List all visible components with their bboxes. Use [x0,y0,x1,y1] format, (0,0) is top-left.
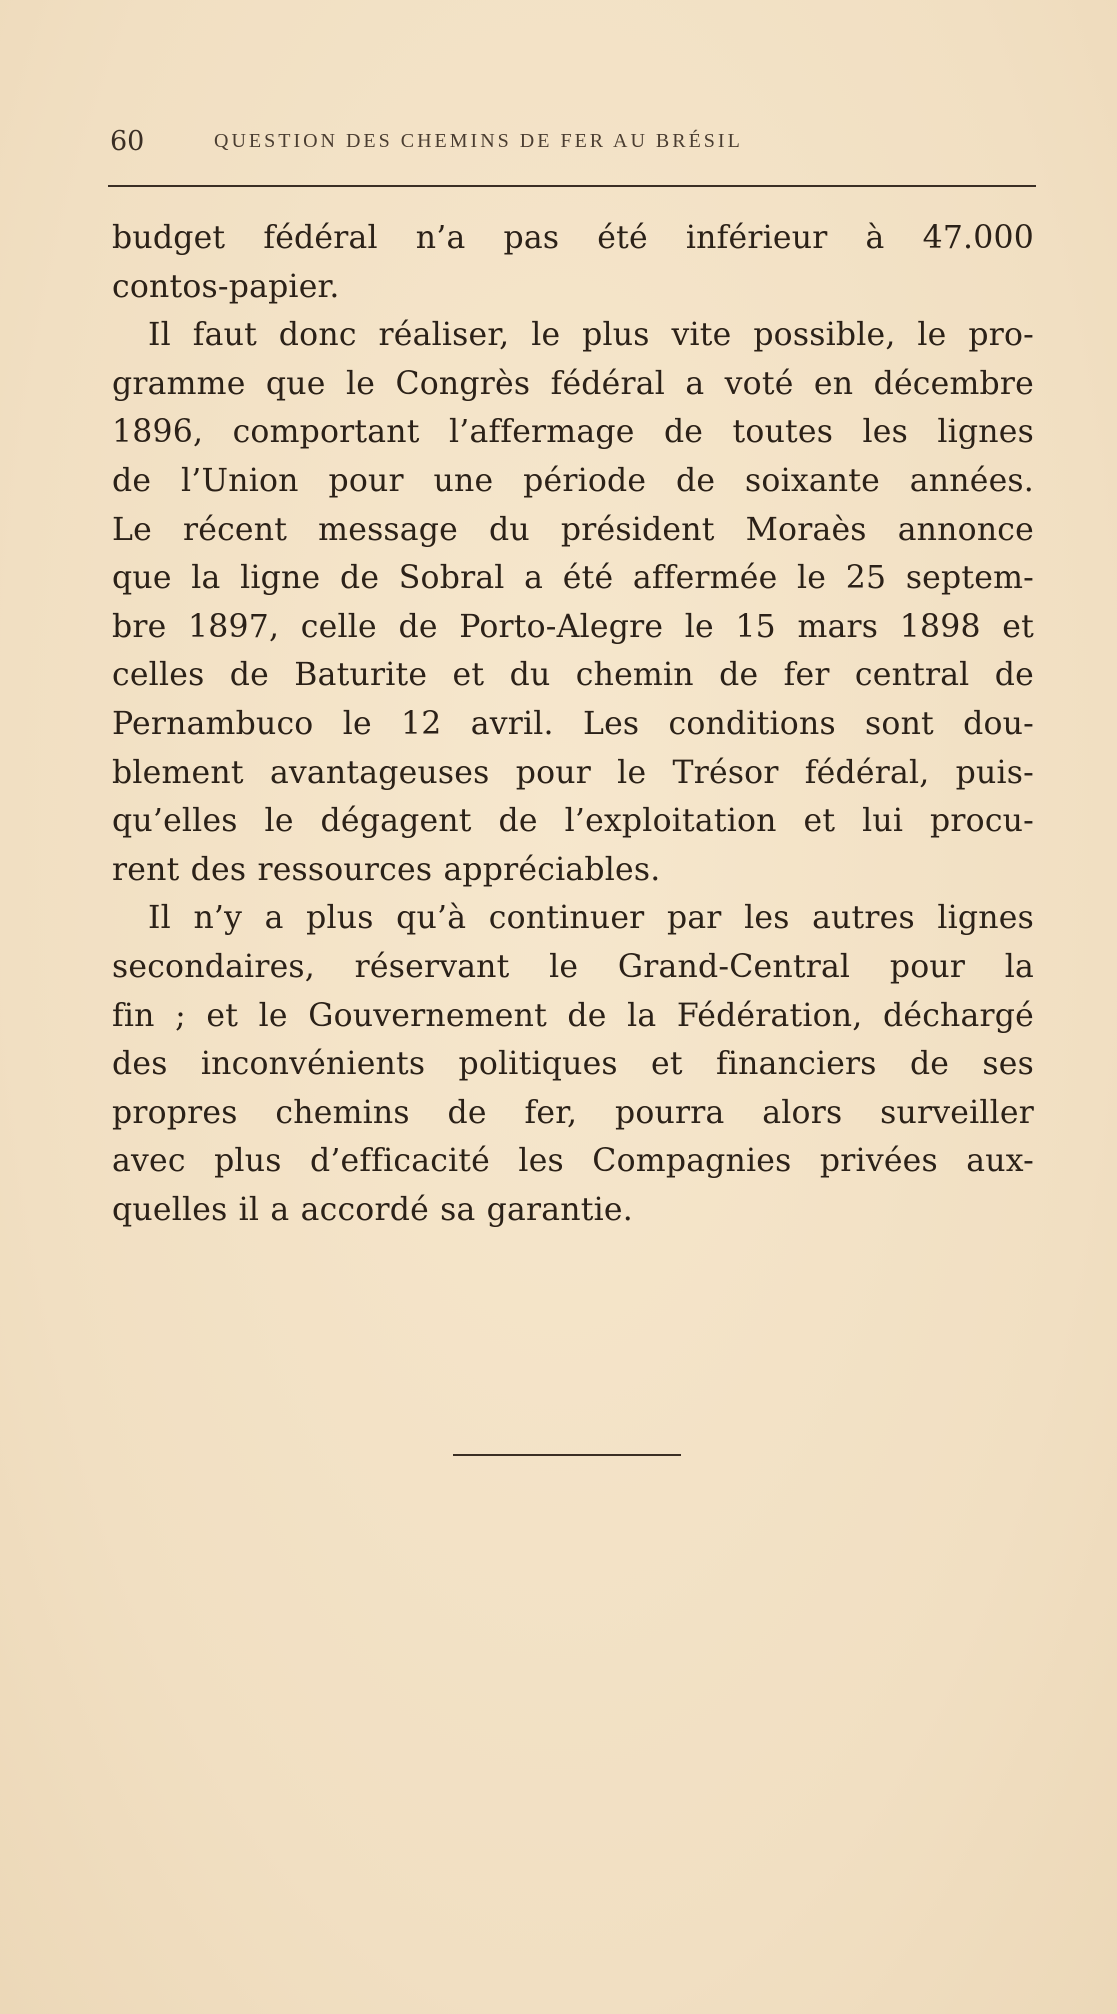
text-line: Il faut donc réaliser, le plus vite possible, le pro- [148,317,1034,354]
text-line: que la ligne de Sobral a été affermée le 25 septem- [112,560,1034,597]
text-line: celles de Baturite et du chemin de fer central de [112,657,1034,694]
end-rule [453,1454,681,1456]
text-line: Il n’y a plus qu’à continuer par les autres lignes [148,900,1034,937]
text-line: propres chemins de fer, pourra alors surveiller [112,1094,1034,1131]
text-line: contos-papier. [112,268,340,305]
text-line: 1896, comportant l’affermage de toutes les lignes [112,414,1034,451]
text-line: Le récent message du président Moraès annonce [112,511,1034,548]
text-line: bre 1897, celle de Porto-Alegre le 15 mars 1898 et [112,608,1034,645]
text-line: blement avantageuses pour le Trésor fédéral, puis- [112,754,1034,791]
running-title: QUESTION DES CHEMINS DE FER AU BRÉSIL [214,130,743,152]
text-line: qu’elles le dégagent de l’exploitation et lui procu- [112,803,1034,840]
page-number: 60 [110,126,145,157]
text-line: rent des ressources appréciables. [112,851,661,888]
header-rule [108,185,1036,187]
text-line: avec plus d’efficacité les Compagnies privées aux- [112,1143,1034,1180]
text-line: de l’Union pour une période de soixante années. [112,462,1034,499]
body-text [112,214,1034,1234]
text-line: fin ; et le Gouvernement de la Fédération, déchargé [112,997,1034,1034]
text-line: des inconvénients politiques et financiers de ses [112,1046,1034,1083]
text-line: budget fédéral n’a pas été inférieur à 47.000 [112,220,1034,256]
text-line: secondaires, réservant le Grand-Central pour la [112,948,1034,985]
text-line: quelles il a accordé sa garantie. [112,1191,633,1228]
text-line: Pernambuco le 12 avril. Les conditions sont dou- [112,705,1034,742]
running-head [110,126,1035,166]
text-line: gramme que le Congrès fédéral a voté en décembre [112,365,1034,402]
